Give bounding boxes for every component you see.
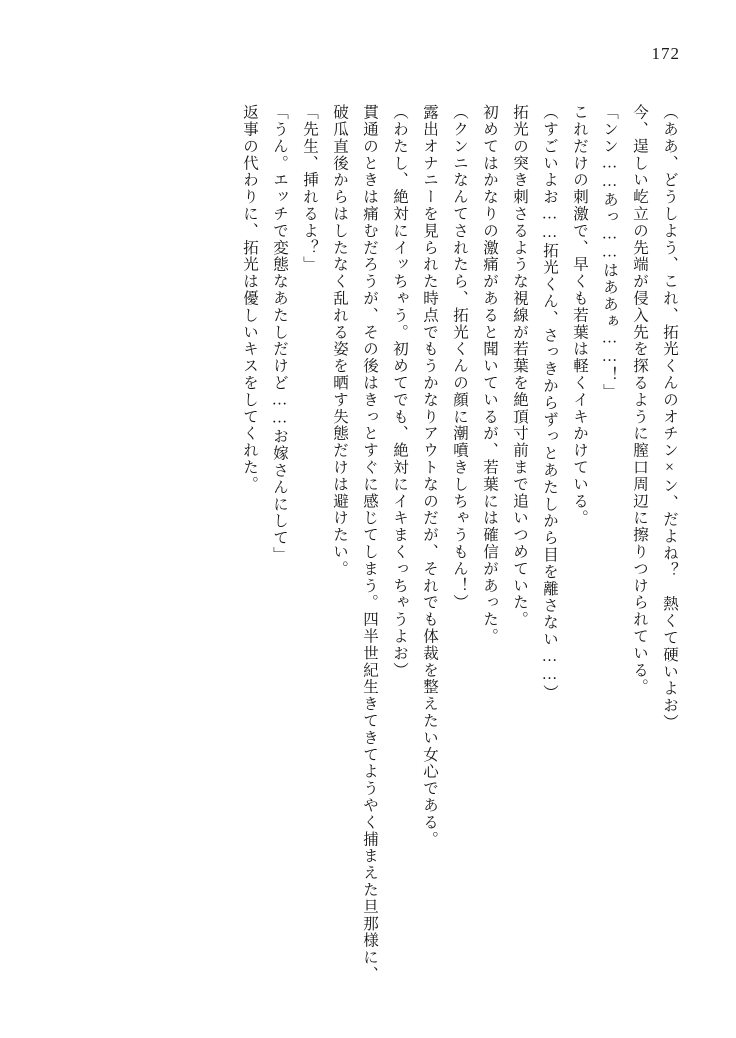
paragraph: （すごいよお……拓光くん、さっきからずっとあたしから目を離さない……） — [541, 104, 558, 702]
paragraph: 拓光の突き刺さるような視線が若葉を絶頂寸前まで追いつめていた。 — [511, 104, 528, 628]
paragraph: （ああ、どうしよう、これ、拓光くんのオチン×ン、だよね？ 熱くて硬いよお） — [661, 104, 678, 731]
paragraph: 貫通のときは痛むだろうが、その後はきっとすぐに感じてしまう。四半世紀生きてきてようやく捕まえた旦那様に、破瓜直後からはしたなく乱れる姿を晒す失態だけは避けたい。 — [331, 104, 378, 983]
paragraph: 「ンン……あっ……はああぁ……！」 — [601, 104, 618, 401]
paragraph: これだけの刺激で、早くも若葉は軽くイキかけている。 — [571, 104, 588, 527]
paragraph: 初めてはかなりの激痛があると聞いているが、若葉には確信があった。 — [481, 104, 498, 645]
paragraph: 「先生、挿れるよ？」 — [301, 104, 318, 273]
page-body-text — [64, 104, 684, 984]
paragraph: 「うん。エッチで変態なあたしだけど……お嫁さんにして」 — [271, 104, 288, 564]
paragraph: （わたし、絶対にイッちゃう。初めてでも、絶対にイキまくっちゃうよお） — [391, 104, 408, 679]
paragraph: 今、逞しい屹立の先端が侵入先を探るように膣口周辺に擦りつけられている。 — [631, 104, 648, 696]
paragraph: 露出オナニーを見られた時点でもうかなりアウトなのだが、それでも体裁を整えたい女心である。 — [421, 104, 438, 848]
page-number: 172 — [651, 44, 680, 63]
paragraph: （クンニなんてされたら、拓光くんの顔に潮噴きしちゃうもん！） — [451, 104, 468, 611]
paragraph: 返事の代わりに、拓光は優しいキスをしてくれた。 — [241, 104, 258, 493]
